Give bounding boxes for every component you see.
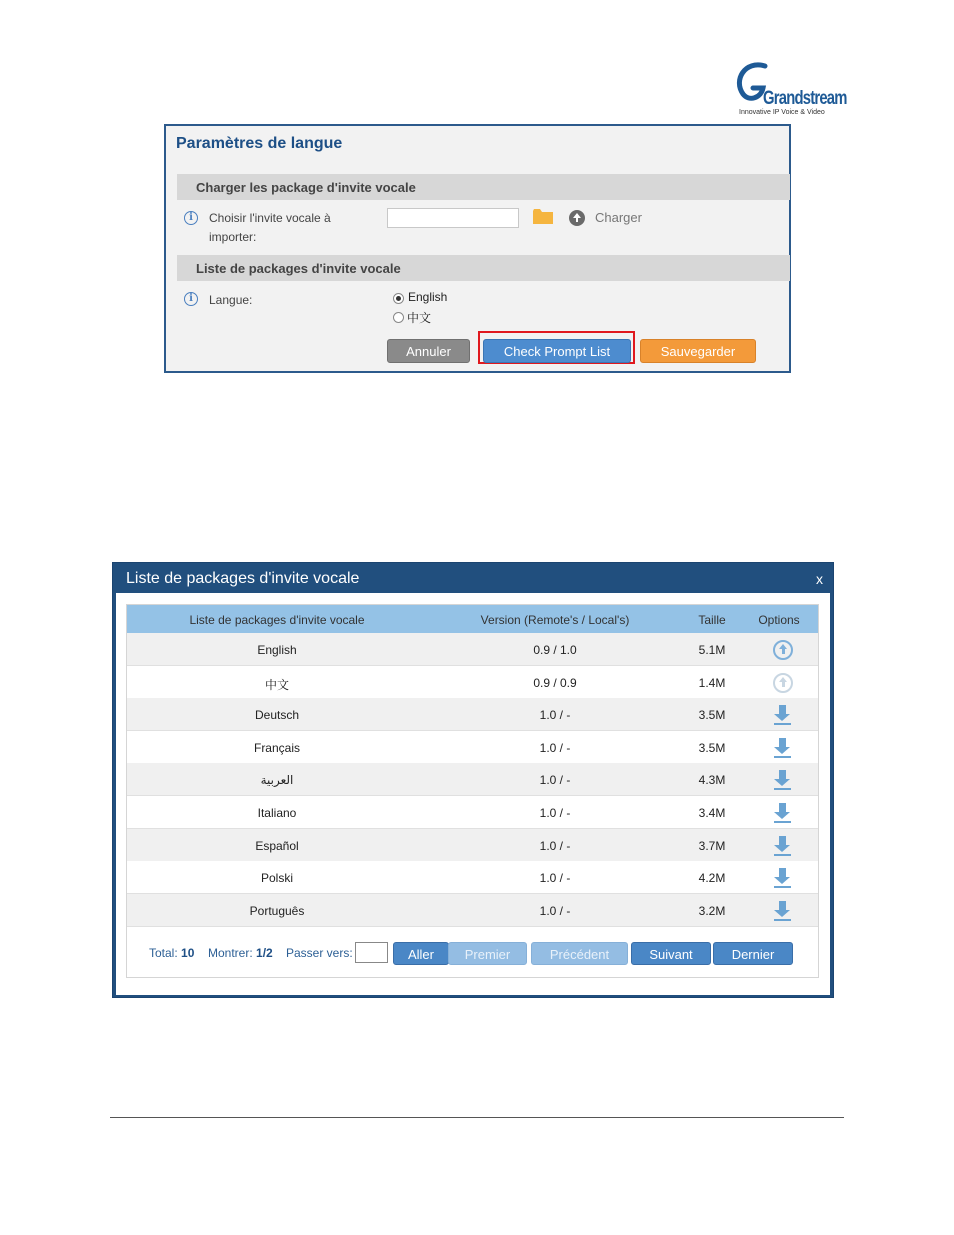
previous-page-button[interactable]: Précédent xyxy=(531,942,628,965)
package-version: 1.0 / - xyxy=(539,903,571,918)
file-path-input[interactable] xyxy=(387,208,519,228)
download-icon[interactable] xyxy=(773,770,793,790)
package-version: 1.0 / - xyxy=(539,740,571,755)
info-icon[interactable]: i xyxy=(184,292,198,306)
show-page: Montrer: 1/2 xyxy=(208,946,273,960)
upload-circle-icon[interactable] xyxy=(773,673,793,693)
next-page-button[interactable]: Suivant xyxy=(631,942,711,965)
info-icon[interactable]: i xyxy=(184,211,198,225)
package-version: 1.0 / - xyxy=(539,773,571,788)
section-upload-title: Charger les package d'invite vocale xyxy=(196,180,416,195)
package-name: Italiano xyxy=(257,806,297,820)
langue-label: Langue: xyxy=(209,293,253,307)
radio-chinese[interactable] xyxy=(393,312,404,323)
package-name: 中文 xyxy=(264,677,289,692)
table-row xyxy=(127,731,818,764)
download-icon[interactable] xyxy=(773,836,793,856)
radio-english-label: English xyxy=(408,290,448,304)
cancel-button[interactable]: Annuler xyxy=(387,339,470,363)
package-name: English xyxy=(257,643,297,657)
table-header xyxy=(127,605,818,633)
prompt-table xyxy=(126,604,819,978)
table-row xyxy=(127,698,818,731)
package-size: 1.4M xyxy=(698,675,726,690)
package-version: 1.0 / - xyxy=(539,838,571,853)
package-version: 0.9 / 1.0 xyxy=(533,643,577,657)
table-row xyxy=(127,666,818,699)
dialog-body xyxy=(116,593,830,995)
goto-label: Passer vers: xyxy=(286,946,353,960)
col-header-options: Options xyxy=(758,613,800,627)
total-count: Total: 10 xyxy=(149,946,195,960)
package-name: Français xyxy=(253,740,300,755)
choose-prompt-label: Choisir l'invite vocale à importer: xyxy=(209,211,331,244)
logo-tagline: Innovative IP Voice & Video xyxy=(739,109,825,116)
package-version: 1.0 / - xyxy=(539,806,571,820)
upload-circle-icon[interactable] xyxy=(773,640,793,660)
package-name: Español xyxy=(255,838,299,853)
download-icon[interactable] xyxy=(773,705,793,725)
package-version: 1.0 / - xyxy=(539,871,571,886)
table-row xyxy=(127,796,818,829)
grandstream-logo xyxy=(735,60,847,120)
package-size: 3.7M xyxy=(698,838,726,853)
table-row xyxy=(127,763,818,796)
radio-chinese-label: 中文 xyxy=(407,311,432,325)
package-size: 3.4M xyxy=(698,806,726,820)
download-icon[interactable] xyxy=(773,803,793,823)
footer-divider xyxy=(110,1117,844,1118)
close-button[interactable]: x xyxy=(816,571,823,587)
package-size: 3.2M xyxy=(698,903,726,918)
prompt-list-dialog xyxy=(112,562,834,998)
logo-text: Grandstream xyxy=(763,88,847,109)
go-button[interactable]: Aller xyxy=(393,942,449,965)
package-size: 5.1M xyxy=(698,643,726,657)
package-size: 4.3M xyxy=(698,773,726,788)
radio-english[interactable] xyxy=(393,293,404,304)
panel-title: Paramètres de langue xyxy=(176,135,343,152)
goto-page-input[interactable] xyxy=(355,942,388,963)
save-button[interactable]: Sauvegarder xyxy=(640,339,756,363)
folder-icon[interactable] xyxy=(533,209,553,224)
section-list-header xyxy=(177,255,790,281)
package-version: 0.9 / 0.9 xyxy=(533,675,577,690)
package-size: 4.2M xyxy=(698,871,726,886)
download-icon[interactable] xyxy=(773,738,793,758)
col-header-size: Taille xyxy=(698,613,726,627)
check-prompt-list-button[interactable]: Check Prompt List xyxy=(483,339,631,363)
col-header-version: Version (Remote's / Local's) xyxy=(480,613,630,627)
table-row xyxy=(127,633,818,666)
section-upload-header xyxy=(177,174,790,200)
download-icon[interactable] xyxy=(773,868,793,888)
pagination-bar xyxy=(127,941,818,971)
package-name: Polski xyxy=(260,871,293,886)
download-icon[interactable] xyxy=(773,901,793,921)
table-row xyxy=(127,894,818,927)
package-name: العربية xyxy=(260,773,294,788)
package-name: Deutsch xyxy=(254,708,300,723)
table-row xyxy=(127,829,818,862)
first-page-button[interactable]: Premier xyxy=(448,942,527,965)
package-size: 3.5M xyxy=(698,708,726,723)
package-size: 3.5M xyxy=(698,740,726,755)
package-version: 1.0 / - xyxy=(539,708,571,723)
language-settings-panel xyxy=(164,124,791,373)
package-name: Português xyxy=(249,903,305,918)
dialog-title: Liste de packages d'invite vocale xyxy=(126,570,360,587)
last-page-button[interactable]: Dernier xyxy=(713,942,793,965)
upload-icon[interactable] xyxy=(569,210,585,226)
section-list-title: Liste de packages d'invite vocale xyxy=(196,261,401,276)
table-row xyxy=(127,861,818,894)
upload-button-label[interactable]: Charger xyxy=(595,210,642,225)
col-header-name: Liste de packages d'invite vocale xyxy=(189,613,365,627)
